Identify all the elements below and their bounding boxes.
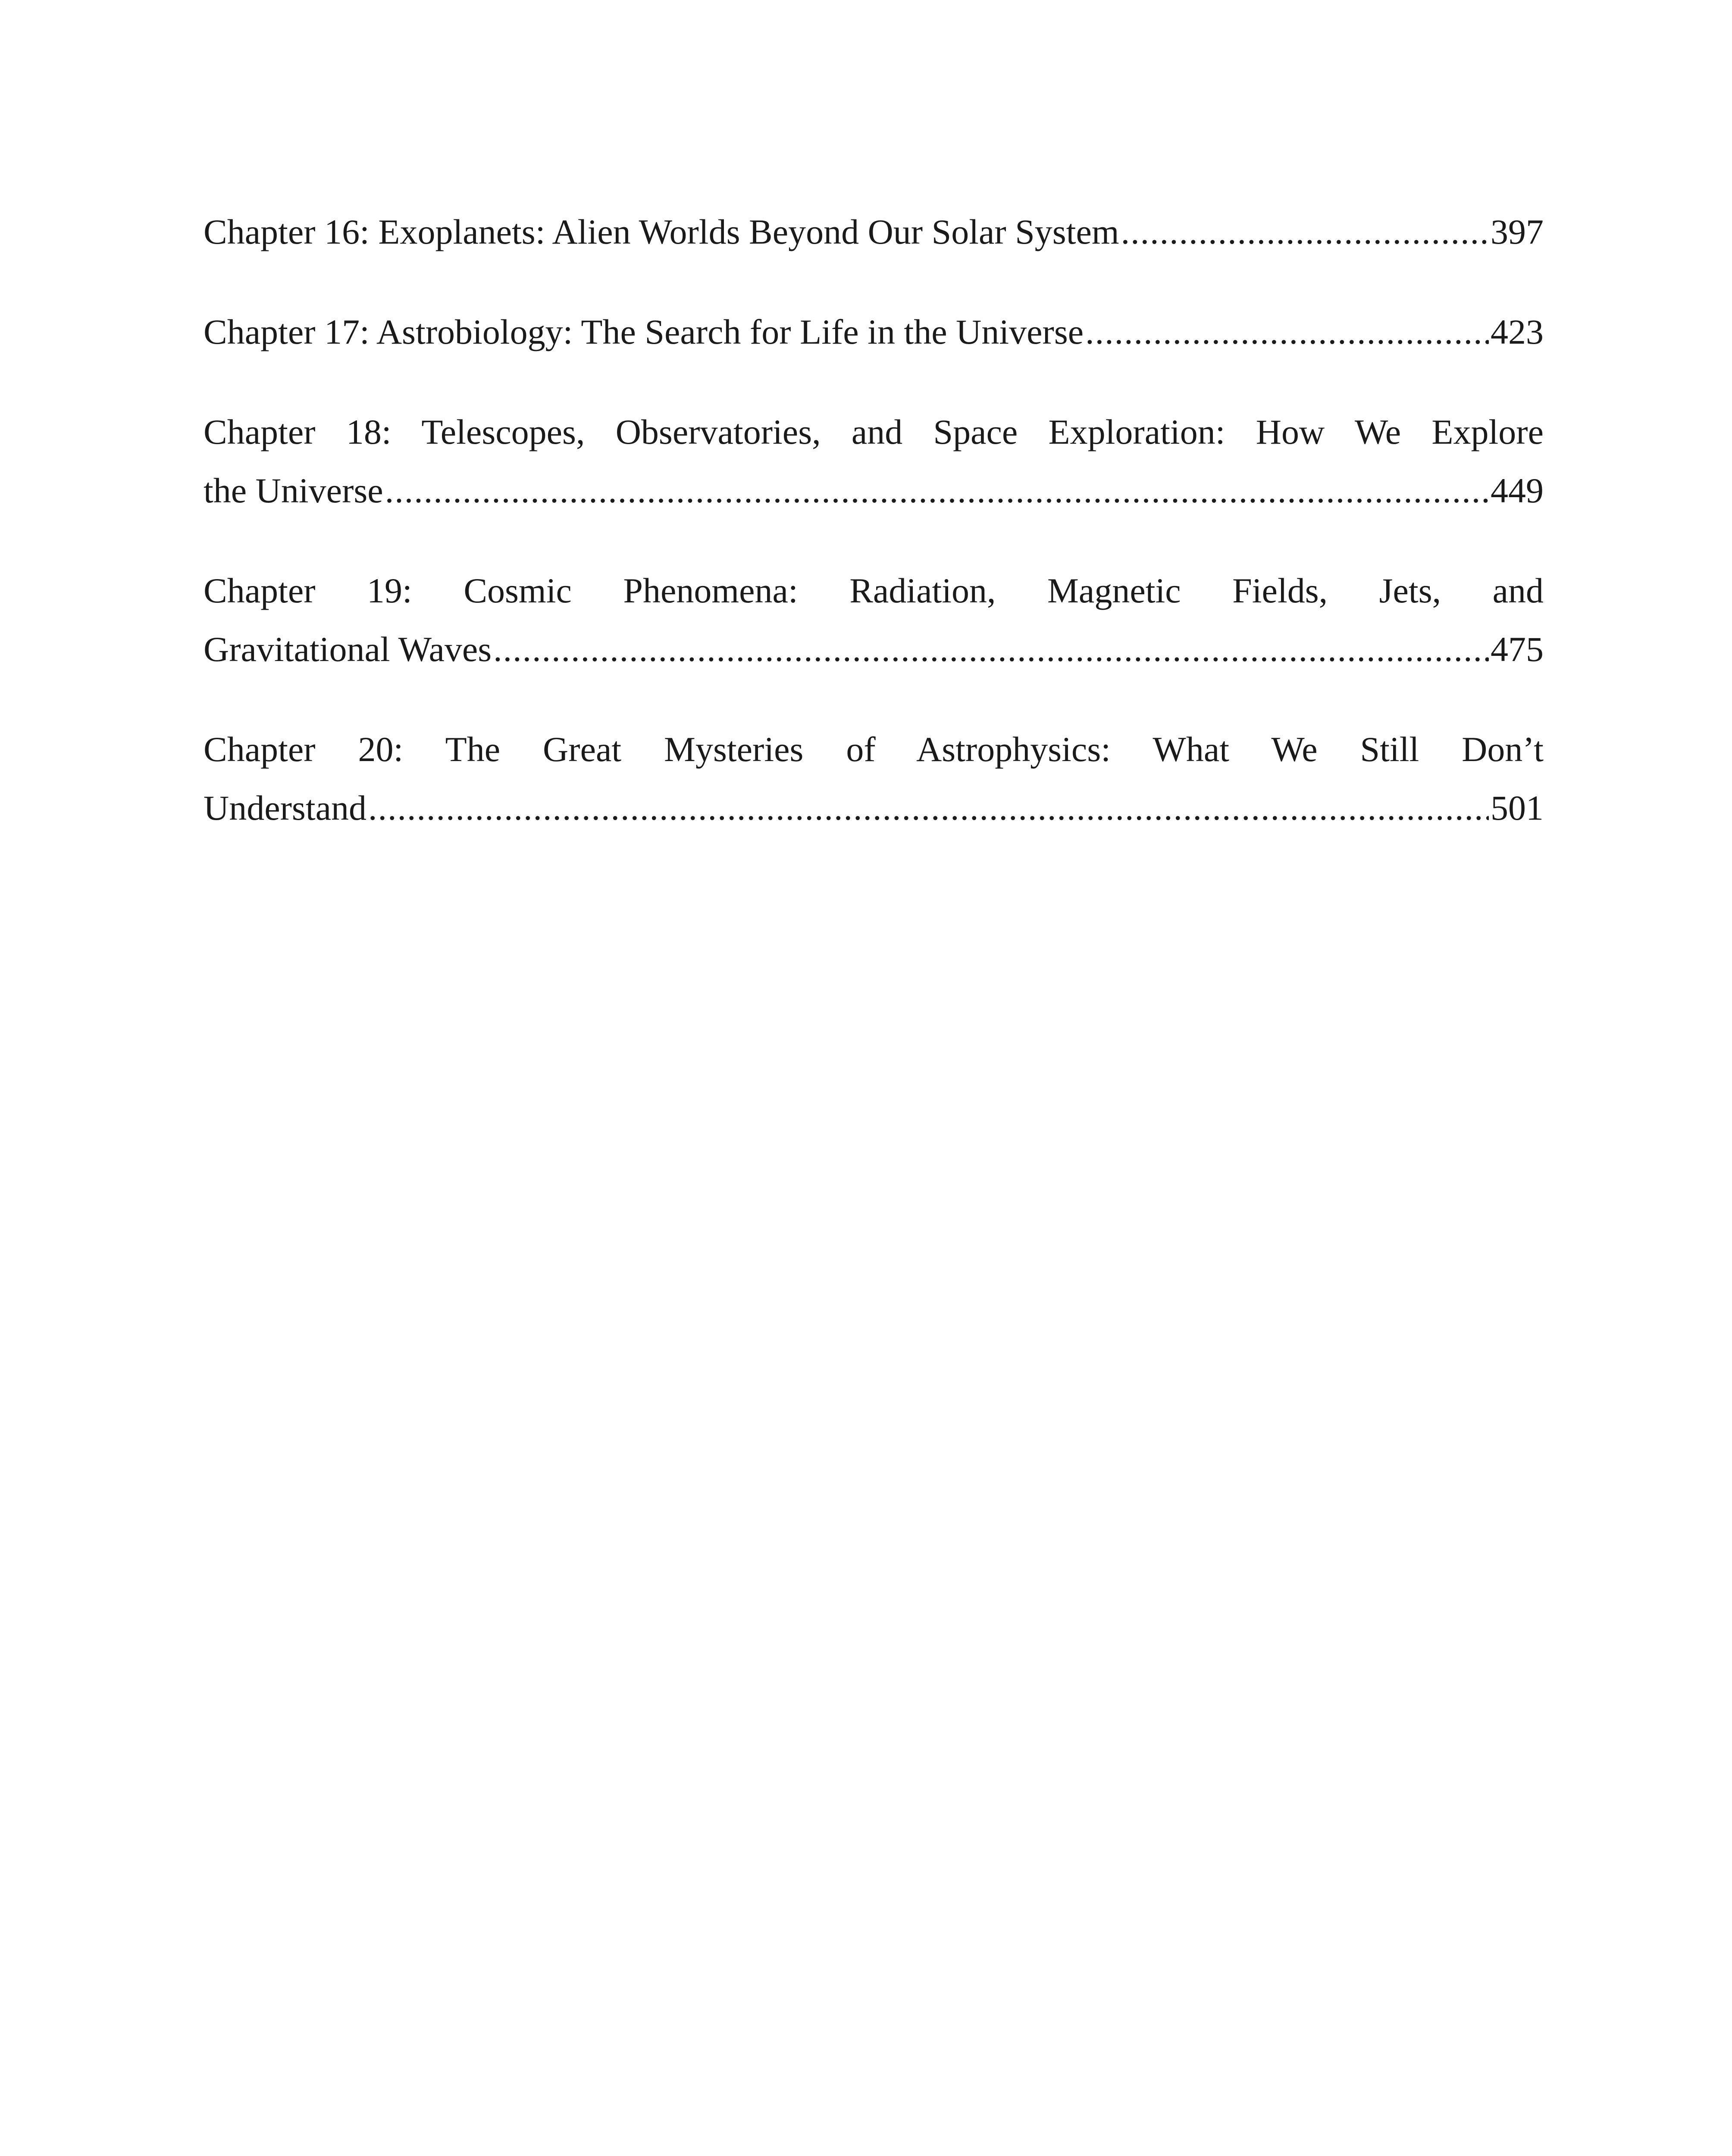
toc-entry-line (204, 303, 1544, 361)
dot-leader (1085, 303, 1489, 361)
toc-entry-page-number: 449 (1491, 471, 1544, 510)
toc-entry-title-line-1: Chapter 19: Cosmic Phenomena: Radiation, Magnetic Fields, Jets, and (204, 571, 1544, 610)
toc-entry-title-line-1: Chapter 20: The Great Mysteries of Astrophysics: What We Still Don’t (204, 730, 1544, 769)
toc-entry-title: Chapter 17: Astrobiology: The Search for Life in the Universe (204, 312, 1084, 351)
toc-entry-title-line-2: the Universe (204, 471, 383, 510)
toc-entry-page-number: 397 (1491, 212, 1544, 251)
toc-entry-page-number: 423 (1491, 312, 1544, 351)
toc-entry-title-line-1: Chapter 18: Telescopes, Observatories, and Space Exploration: How We Explore (204, 412, 1544, 451)
toc-entry-line (204, 779, 1544, 837)
toc-entry-title-line-2: Understand (204, 788, 367, 827)
toc-entry-chapter-20[interactable] (204, 720, 1544, 837)
toc-entry-title: Chapter 16: Exoplanets: Alien Worlds Beyond Our Solar System (204, 212, 1119, 251)
toc-entry-chapter-18[interactable] (204, 403, 1544, 520)
toc-entry-page-number: 475 (1491, 630, 1544, 669)
dot-leader (493, 620, 1489, 679)
toc-entry-chapter-19[interactable] (204, 561, 1544, 679)
dot-leader (385, 461, 1489, 520)
toc-entry-chapter-17[interactable] (204, 303, 1544, 361)
toc-entry-line (204, 620, 1544, 679)
toc-entry-line (204, 203, 1544, 261)
dot-leader (1121, 203, 1489, 261)
toc-entry-title-line-2: Gravitational Waves (204, 630, 492, 669)
table-of-contents (204, 203, 1544, 879)
dot-leader (368, 779, 1489, 837)
toc-entry-page-number: 501 (1491, 788, 1544, 827)
toc-entry-line (204, 461, 1544, 520)
toc-entry-chapter-16[interactable] (204, 203, 1544, 261)
